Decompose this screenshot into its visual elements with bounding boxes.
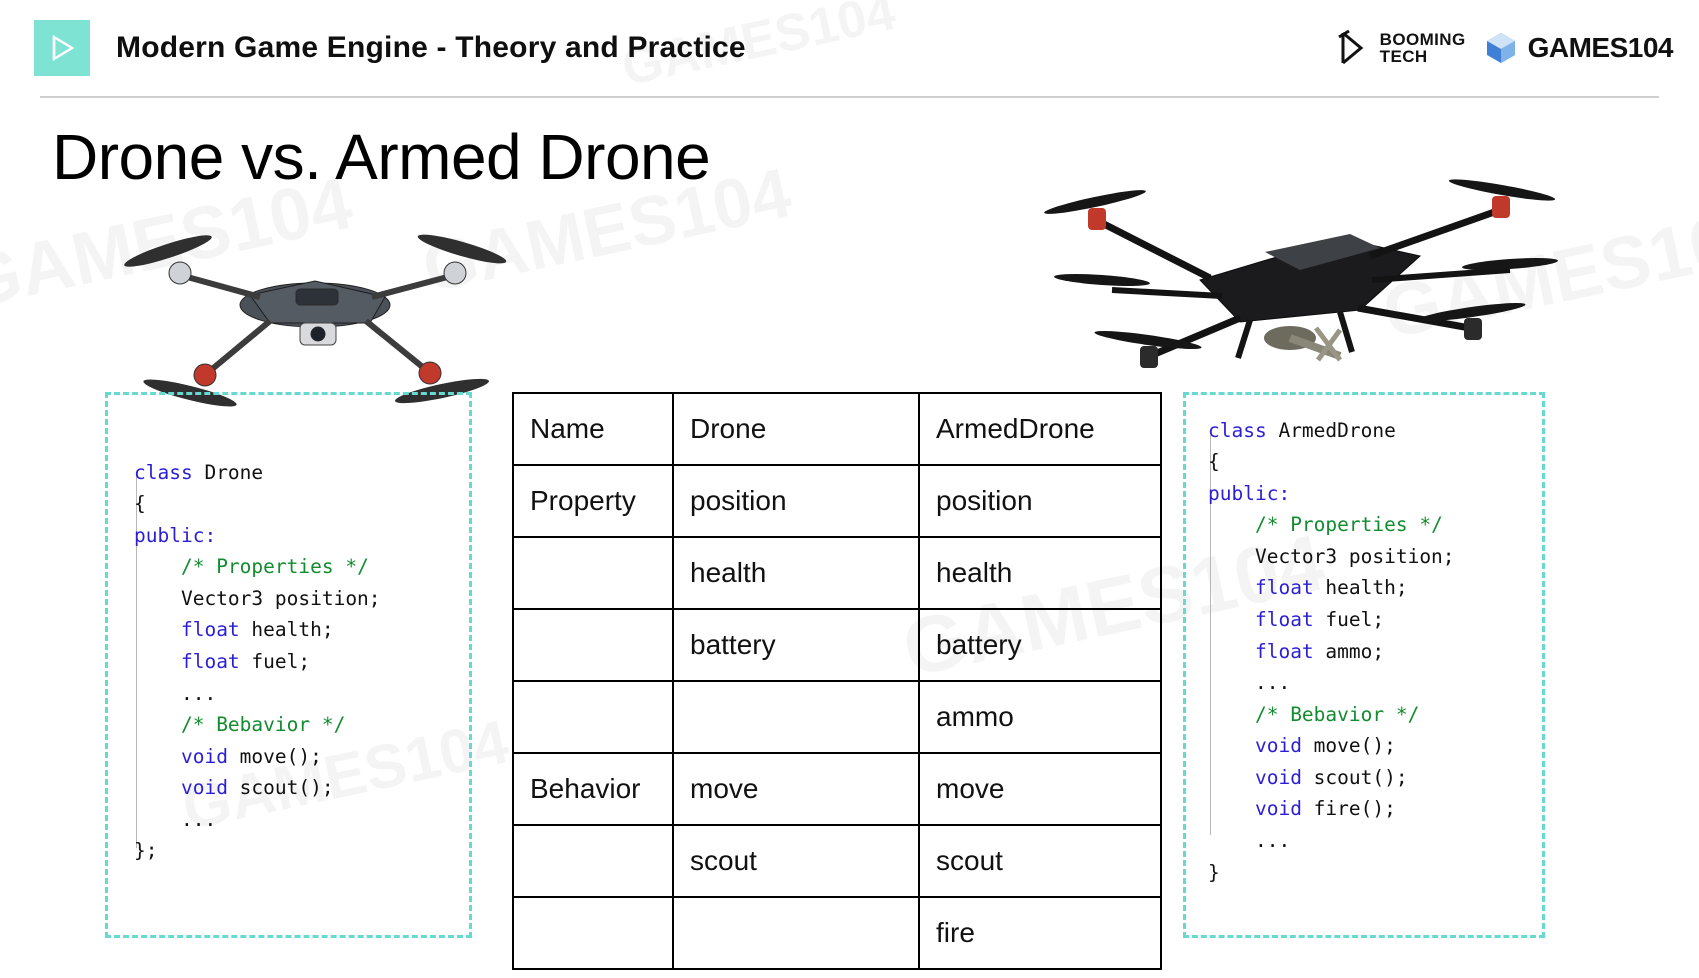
code-token: public: (1208, 481, 1291, 505)
code-token: class (1208, 418, 1279, 442)
code-token: float (1254, 607, 1326, 631)
code-token (134, 555, 181, 578)
code-token: class (134, 460, 205, 484)
table-cell-armeddrone: move (919, 753, 1161, 825)
table-row (513, 465, 1161, 537)
games104-text: GAMES104 (1527, 32, 1673, 63)
table-cell-drone (673, 681, 919, 753)
code-token: /* Properties */ (1254, 513, 1443, 537)
code-token: health; (1325, 576, 1408, 600)
table-cell-armeddrone: scout (919, 825, 1161, 897)
code-token: void (180, 744, 240, 768)
code-token (134, 776, 181, 799)
table-cell-drone: position (673, 465, 919, 537)
code-token: fire(); (1313, 797, 1396, 821)
table-row (513, 393, 1161, 465)
code-token (1208, 703, 1255, 726)
table-cell-armeddrone: ammo (919, 681, 1161, 753)
table-row (513, 897, 1161, 969)
table-row-label (513, 609, 673, 681)
table-cell-armeddrone: fire (919, 897, 1161, 969)
drone-code-box (105, 392, 472, 938)
code-token: scout(); (239, 776, 334, 800)
play-triangle-icon (34, 20, 90, 76)
code-token: ... (134, 681, 217, 705)
code-token: void (1254, 797, 1314, 821)
code-token (134, 713, 181, 736)
code-token: Vector3 position; (134, 586, 381, 610)
code-token (1208, 640, 1255, 663)
table-row (513, 825, 1161, 897)
code-token: health; (251, 618, 334, 642)
booming-b-icon (1337, 29, 1373, 67)
code-token: void (1254, 765, 1314, 789)
code-token: }; (134, 839, 158, 863)
code-token: float (180, 649, 252, 673)
code-token: { (134, 492, 146, 516)
table-row (513, 681, 1161, 753)
page-title: Modern Game Engine - Theory and Practice (116, 31, 746, 64)
table-cell-armeddrone: ArmedDrone (919, 393, 1161, 465)
table-row-label: Behavior (513, 753, 673, 825)
code-token: ... (1208, 829, 1291, 853)
code-token: Drone (204, 460, 264, 484)
booming-line-2: TECH (1379, 47, 1428, 66)
code-token: fuel; (251, 649, 311, 673)
code-token: { (1208, 450, 1220, 474)
code-token (1208, 766, 1255, 789)
header-logos (1337, 29, 1673, 67)
code-token (1208, 797, 1255, 820)
code-token: float (180, 618, 252, 642)
code-token: float (1254, 639, 1326, 663)
table-cell-drone: battery (673, 609, 919, 681)
table-cell-drone (673, 897, 919, 969)
code-token: /* Bebavior */ (1254, 702, 1420, 726)
table-row-label: Name (513, 393, 673, 465)
drone-class-code (134, 457, 381, 868)
drone-photo-left (110, 185, 510, 415)
armeddrone-code-box (1183, 392, 1545, 938)
code-token (134, 618, 181, 641)
code-token: ... (1208, 671, 1291, 695)
table-cell-drone: Drone (673, 393, 919, 465)
code-token: fuel; (1325, 607, 1385, 631)
table-row-label: Property (513, 465, 673, 537)
table-cell-drone: scout (673, 825, 919, 897)
booming-line-1: BOOMING (1379, 29, 1466, 49)
armeddrone-class-code (1208, 415, 1455, 889)
code-token (1208, 734, 1255, 757)
table-cell-drone: health (673, 537, 919, 609)
code-token (134, 745, 181, 768)
table-cell-armeddrone: battery (919, 609, 1161, 681)
code-token (134, 650, 181, 673)
code-token: } (1208, 860, 1220, 884)
slide-title: Drone vs. Armed Drone (52, 121, 711, 193)
code-token: scout(); (1313, 765, 1408, 789)
table-row (513, 609, 1161, 681)
code-token: ArmedDrone (1278, 418, 1396, 442)
table-row (513, 753, 1161, 825)
table-row-label (513, 681, 673, 753)
comparison-table (512, 392, 1162, 970)
code-token: public: (134, 523, 217, 547)
code-token: float (1254, 576, 1326, 600)
table-row (513, 537, 1161, 609)
cube-icon (1484, 31, 1518, 65)
code-token: ammo; (1325, 639, 1385, 663)
code-token (1208, 576, 1255, 599)
drone-photo-right (1040, 160, 1560, 390)
table-row-label (513, 537, 673, 609)
booming-tech-logo (1337, 29, 1466, 67)
code-token: void (180, 776, 240, 800)
code-token: ... (134, 807, 217, 831)
table-row-label (513, 897, 673, 969)
table-cell-armeddrone: position (919, 465, 1161, 537)
slide-header (0, 0, 1699, 96)
games104-logo (1484, 31, 1673, 65)
header-divider (40, 96, 1659, 98)
code-token: void (1254, 734, 1314, 758)
code-token: move(); (1313, 734, 1396, 758)
code-token: Vector3 position; (1208, 544, 1455, 568)
table-cell-drone: move (673, 753, 919, 825)
code-token (1208, 513, 1255, 536)
table-cell-armeddrone: health (919, 537, 1161, 609)
code-token: /* Properties */ (180, 555, 369, 579)
code-token (1208, 608, 1255, 631)
code-token: move(); (239, 744, 322, 768)
table-row-label (513, 825, 673, 897)
code-token: /* Bebavior */ (180, 713, 346, 737)
